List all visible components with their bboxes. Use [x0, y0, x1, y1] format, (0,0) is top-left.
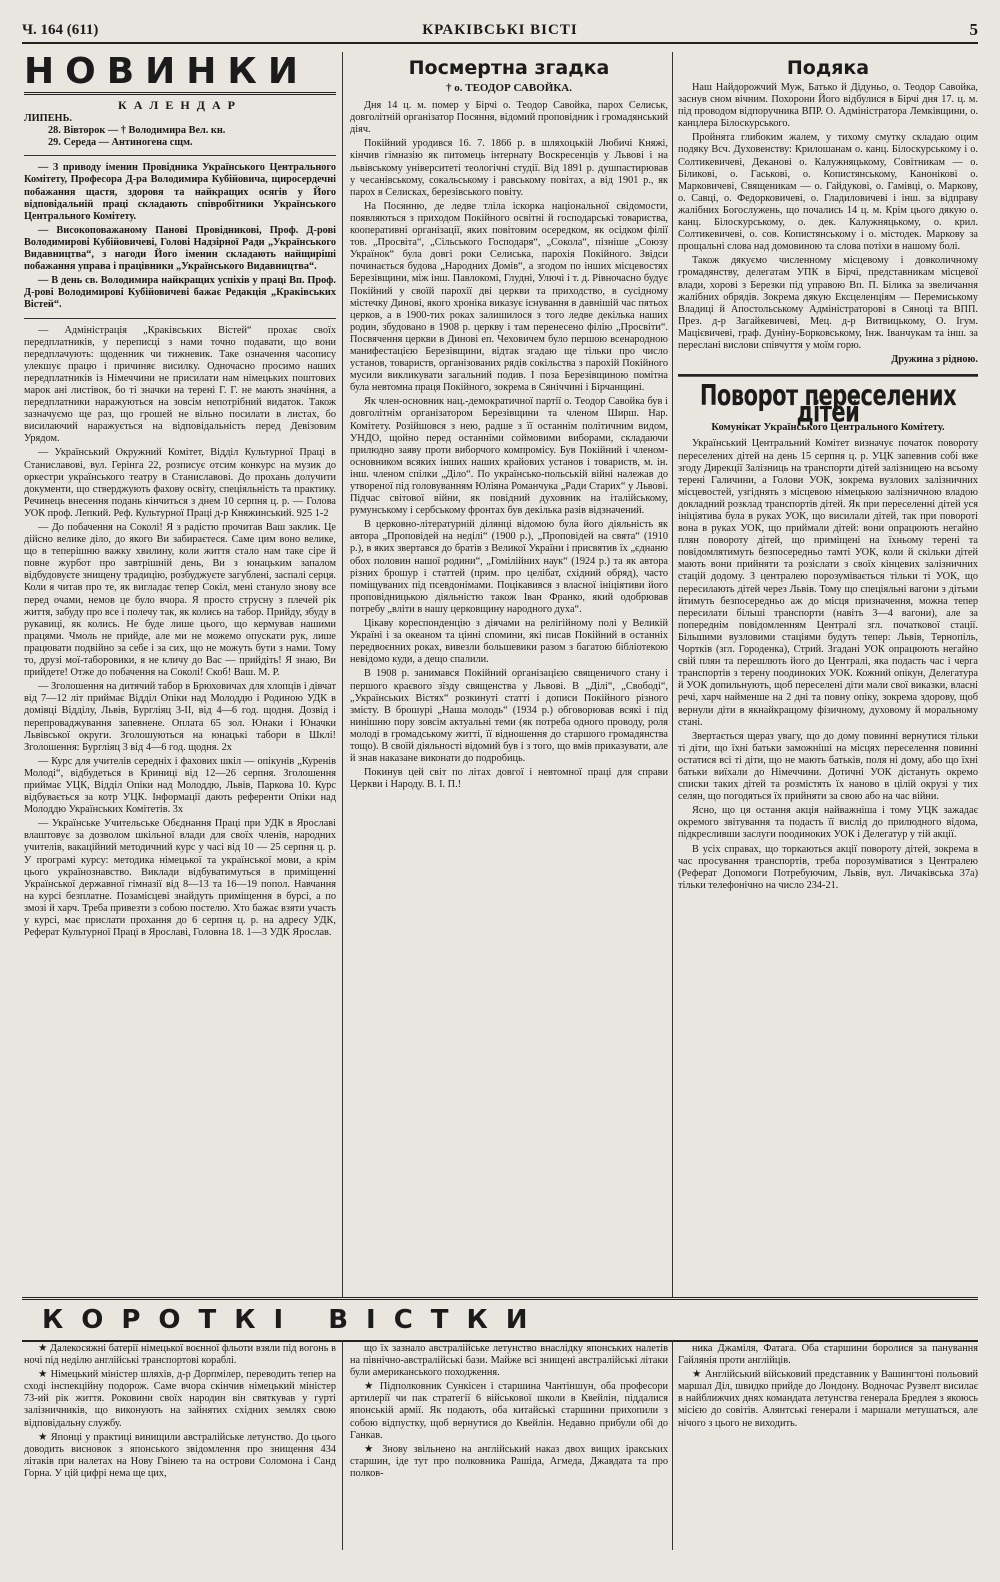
novynky-title: НОВИНКИ	[24, 52, 336, 95]
calendar-month: ЛИПЕНЬ.	[24, 113, 72, 125]
obituary-paragraph: Цікаву кореспонденцію з діячами на релігійному полі у Великій Україні і за океаном та цінні спомини, які писав Покійний в останніх передвоєнних роках, вивезли большевики разом з багатою бібліотекою невідомо куди, а дещо спалили.	[350, 618, 668, 666]
short-news-col-1	[24, 1343, 336, 1553]
obituary-paragraph: Покинув цей світ по літах довгої і невтомної праці для справи Церкви і Народу. В. І. П.!	[350, 767, 668, 791]
newspaper-name: КРАКІВСЬКІ ВІСТІ	[422, 22, 578, 38]
thanks-paragraph: Наш Найдорожчий Муж, Батько й Дідуньо, о. Теодор Савойка, заснув сном вічним. Похорони Його відбулися в Бірчі дня 17. ц. м. під проводом відпоручника ВПР. О. Адміністратора Лемківщини, о. канцлера Білоскурського.	[678, 82, 978, 130]
news-item: — До побачення на Соколі! Я з радістю прочитав Ваш заклик. Це дійсно велике діло, до якого Ви забираєтеся. Саме цим воно велике, що в теперішню важку хвилину, коли життя стало нам таке сіре й повне журбот про завтрішній день, Ви з юнацьким запалом відбудовуєте знищену традицію, розбуджуєте загублені, заспалі серця. Коли я читав про те, як вигладає тепер Сокіл, мені стануло знову все перед очами, немов це було вчора. Я просто струсну з плечей рік життя, забуду про все і полечу так, як колись на табор. Прийду, збуду в рукавиці, як колись. Не буде лише цього, що кермував нашими працями. Чмоль не прийде, але ми не можемо опускати рук, лише працювати подвійно за себе і за сих, що не можуть бути з нами. Тому то, друзі мої-таборовики, я не кличу до Вас — прийдіть! Я знаю, Ви прийдете! Отже до побачення на Соколі! Скоб! Ваш. М. Р.	[24, 522, 336, 679]
return-paragraph: Ясно, що ця остання акція найважніша і тому УЦК зажадає окремого звітування та подасть її вислід до прилюдного відома, підкресливши заслуги поодиноких УОК і Делегатур у тій акції.	[678, 805, 978, 841]
thanks-title: Подяка	[786, 57, 870, 79]
calendar-day: 28. Вівторок — † Володимира Вел. кн.	[48, 125, 226, 137]
calendar-title: КАЛЕНДАР	[118, 98, 242, 112]
obituary-paragraph: В церковно-літературній ділянці відомою була його діяльність як автора „Проповідей на неділі“ (1900 р.), „Проповідей на свята“ (1910 р.), в яких звертався до братів з Великої України і присвятив їх „єднаню обох половин нашої родини“, „Гомілійних наук“ (1924 р.) та як автора різних брошур і статтей (прим. про целібат, східний обряд), часто поміщуваних під псевдонімами. Поцікавився з власної ініціятиви його проповідницькою діяльністю також Іван Франко, який одобрював потребу „вліти в нашу церковщину народного духа“.	[350, 519, 668, 615]
obituary-paragraph: На Посянню, де ледве тліла іскорка національної свідомости, появляються з приходом Покійного освітні й господарські товариства, кооперативні організації, яких повітовим осередком, як осідком філії тов. „Просвіта“, „Сільського Господаря“, „Сокола“, пізніше „Союзу Українок“ була довгі роки Селиська, парохія Покійного. Звідси починається будова „Народних Домів“, а згодом по інших місцевостях Березівщини, між інш. Павлокомі, Глудні, Улючі і т. д. Рівночасно будує Покійний у своїй парохії дві церкви та приходство, в сусідному містечку Динові, якого хроніка виказує існування в давнішій час пятьох церков, а в 1900-тих роках залишилося з того ледве декілька наших родин, збудовано в 1908 р. церкву і там перенесено філію „Просвіти“. Посвячення церкви в Динові еп. Чеховичем було першою всенародною манифестацією Березівщини, відтак згадаю ще тільки про число установ, товариств, організованих рядів сокільства з парохій Покійного мусили викликувати загальний подив. І поза Березівщиною помітна була невтомна праця Покійного, зокрема в Сяніччині і Бірчанщині.	[350, 200, 668, 394]
short-news-title: КОРОТКІ ВІСТКИ	[42, 1305, 546, 1335]
obituary-title: Посмертна згадка	[408, 57, 610, 79]
short-news-item: ★ Далекосяжні батерії німецької воєнної фльоти взяли під вогонь в ночі під неділю англійські транспортові кораблі.	[24, 1343, 336, 1367]
page-header	[22, 20, 978, 44]
short-news-banner	[22, 1297, 978, 1342]
divider	[24, 318, 336, 319]
return-subtitle: Комунікат Українського Центрального Комітету.	[711, 422, 945, 434]
short-news-col-3	[678, 1343, 978, 1553]
news-item: — Курс для учителів середніх і фахових шкіл — опікунів „Куренів Молоді“, відбудеться в Криниці від 12—26 серпня. Зголошення приймає УЦК, Відділ Опіки над Молоддю, Львів, Паркова 10. Курс відбувається за котр УЦК. Інформації дають референти Опіки над Молоддю Українських Комітетів. 3х	[24, 755, 336, 816]
column-rule	[342, 1340, 343, 1550]
short-news-item: ника Джаміля, Фатага. Оба старшини боролися за панування Гайлянія проти англійців.	[678, 1343, 978, 1367]
thanks-paragraph: Пройнята глибоким жалем, у тихому смутку складаю оцим подяку Всч. Духовенству: Крилошанам о. канц. Білоскурському і о. Солтикевичеві, Деканові о. Калужняцькому, Совітникам — о. Біликові, о. Гаськові, о. Копистянському, Канонікові о. Марковичеві, Священикам — о. Гайдукові, о. Гамівці, о. Маркову, о. Савці, о. Федорковичеві, о. Гладиловичеві і інш. за відправу жалібних Богослужень, що почались 14 ц. м. Крім цього дякую о. канц. Білоскурському, о. дек. Калужняцькому, о. крил. Солтикевичеві, о. сов. Копистянському і о. містодек. Маркову за прощальні слова над домовиною та слова потіхи в нашому болі.	[678, 132, 978, 253]
short-news-item: ★ Англійський військовий представник у Вашингтоні польовий маршал Діл, швидко прийде до Лондону. Водночас Рузвелт висилає в найближчих днях командата летунства генерала Бредлея з якоюсь місією до совітів. Алянтські генерали і маршали метушаться, але нічого з цього не виходить.	[678, 1369, 978, 1429]
news-item: — З приводу іменин Провідника Українського Центрального Комітету, Професора Д-ра Володимира Кубійовича, щиросердечні побажання щастя, здоровя та найкращих осягів у Його відповідальній праці складають співробітники Українського Центрального Комітету.	[24, 162, 336, 222]
column-rule	[672, 1340, 673, 1550]
obituary-paragraph: Як член-основник нац.-демократичної партії о. Теодор Савойка був і довголітнім організатором Березівщини та членом Ширш. Нар. Комітету. Розійшовся з нею, радше з її останнім політичним видом, УНДО, щойно перед останніми соймовими виборами, складаючи прилюдно заяву проти виборчого компромісу. Був Покійний і членом-основником всяких інших наших крайових установ і товариств, м. ін. інш. членом спілки „Діло“. По українсько-польській війні належав до утвореної під головуванням Юліяна Романчука „Ради Старих“ у Львові. Підчас світової війни, як повідний духовник на італійському, румунському і сербському фронтах був декілька разів відзначений.	[350, 396, 668, 517]
news-item: — Адміністрація „Краківських Вістей“ прохає своїх передплатників, у переписці з нами точно подавати, що вони передплачують: щоденник чи тижневик. Таке означення часопису улекшує працю і причиняє висилку. Одночасно просимо наших передплатників із Німеччини не присилати нам німецьких поштових марок ані листівок, бо ті значки на терені Г. Г. не мають значіння, а передплатники наражуються на зовсім непотрібний видаток. Також зазначуємо ще раз, що грошей не вільно посилати в листах, бо висилаючий наражується на відповідальність перед Девізовим Урядом.	[24, 324, 336, 445]
calendar-day: 29. Середа — Антиногена сщм.	[48, 137, 193, 149]
thanks-paragraph: Також дякуємо численному місцевому і довколичному громадянству, делегатам УПК в Бірчі, представникам місцевої влади, хорові з Березки під управою Вп. П. Білика за звеличання жалібних обрядів. Зокрема дякую Ексцеленціям — Перемиському Владиці й Апостольському Адміністраторові в Сяноці та ВПП. През. д-р Загайкевичеві, Мец. д-р Витвицькому, О. Ігум. Мацієвичеві, граф. Дуніну-Борковському, Інж. Іванчукам та інш. за переслані вислови співчуття у моїм горю.	[678, 255, 978, 351]
obituary-paragraph: Дня 14 ц. м. помер у Бірчі о. Теодор Савойка, парох Селиськ, довголітній організатор Посяння, відомий проповідник і громадянський діяч.	[350, 100, 668, 136]
short-news-item: що їх зазнало австралійське летунство внаслідку японських налетів на північно-австралійські бази. Майже всі знищені австралійські літаки були американського походження.	[350, 1343, 668, 1379]
return-title: Поворот переселених дітей	[678, 374, 978, 420]
return-paragraph: В усіх справах, що торкаються акції повороту дітей, зокрема в час просування транспортів, треба порозуміватися з Централею (Реферат Допомоги Потребуючим, Львів, вул. Личаківська 37а) тільки телефонічно на число 234-21.	[678, 843, 978, 891]
short-news-item: ★ Підполковник Сункісен і старшина Чантіншун, оба професори артилерії чи пак стратегії 6 військової школи в Квейлін, піддалися японській армії. Як подають, оба китайські старшини прихопили з собою відпустку, щоб вернутися до Квейлін. Недавно прибули обі до Ганкав.	[350, 1381, 668, 1441]
news-item: — Українське Учительське Обєднання Праці при УДК в Ярославі влаштовує за дозволом шкільної влади для своїх членів, народних учителів, вакаційний методичний курс у часі від 10 — 25 серпня ц. р. У програмі курсу: методика німецької та української мови, а крім цього українознавство. Виклади відбуватимуться в приміщенні Української державної гімназії від 8—13 та 16—19 попол. Навчання на курсі безплатне. Позамісцеві знайдуть приміщення в бурсі, а по змозі й харч. Треба привезти з собою постелю. Хто бажає взяти участь у курсі, має прислати прохання до 6 серпня ц. р. на адресу УДК, Реферат Культурної Праці в Ярославі, Головна 18. 1—3 УДК Ярослав.	[24, 818, 336, 939]
calendar	[24, 113, 336, 149]
short-news-item: ★ Знову звільнено на англійський наказ двох вищих іракських старшин, іде тут про полковника Рашіда, Агмеда, Джавдата та про полков-	[350, 1443, 668, 1479]
short-news-item: ★ Японці у практиці винищили австралійське летунство. До цього доводить висновок з японського звідомлення про знищення 434 літаків при налетах на Нову Гвінею та на острови Соломона і Санд Горна. У цій цифрі нема ще цих,	[24, 1431, 336, 1479]
news-item: — Український Окружний Комітет, Відділ Культурної Праці в Станиславові, вул. Герінга 22, розписує отсим конкурс на музик до оркестри українського театру в Станиславові. До прохань долучити документи, що стверджують фахову освіту, спеціяльність та практику. Речинець внесення подань кінчиться з днем 10 серпня ц. р. — Голова УОК проф. Лепкий. Реф. Культурної Праці д-р Княжинський. 925 1-2	[24, 447, 336, 519]
thanks-signature: Дружина з рідною.	[891, 354, 978, 366]
short-news-col-2	[350, 1343, 668, 1553]
short-news-item: ★ Німецький міністер шляхів, д-р Дорпмілер, переводить тепер на сході інспекційну подорож. Саме вчора скінчив німецький міністер 73-ий рік життя. Роковини своїх народин він святкував у гурті залізничників, що виконують на зайнятих східних землях свою відповідальну службу.	[24, 1369, 336, 1429]
news-item: — Високоповажаному Панові Провідникові, Проф. Д-рові Володимирові Кубійовичеві, Голові Надзірної Ради „Українського Видавництва“, з нагоди Його іменин складають найщиріші побажання управа і працівники „Українського Видавництва“.	[24, 224, 336, 273]
column-rule	[672, 52, 673, 1297]
news-item: — В день св. Володимира найкращих успіхів у праці Вп. Проф. Д-рові Володимирові Кубійовичеві бажає Редакція „Краківських Вістей“.	[24, 275, 336, 311]
column-rule	[342, 52, 343, 1297]
news-item: — Зголошення на дитячий табор в Брюховичах для хлопців і дівчат від 7—12 літ приймає Відділ Опіки над Молоддю і Родиною УДК в домівці Відділу, Львів, Бургліяц 3-II, від 4—6 год. щодня. Дозвід і перепроваджування запевнене. Оплата 65 зол. Юнаки і Юначки Львівської округи. Зголошуються на юнацькі табори в Шклі! Зголошення: Бургліяц 3 від 4—6 год. щодня. 2х	[24, 681, 336, 753]
return-paragraph: Український Центральний Комітет визначує початок повороту переселених дітей на день 15 серпня ц. р. УЦК запевнив собі вже згоду Дирекції Залізниць на транспорти дітей залізницею на всьому терені Галичини, а Голови УОК, зокрема вузлових залізничних місцевостей, узгіднять з місцевою німецькою залізничною владою докладний розклад транспортів дітей. Як при переселенні дітей уся ініціятива була в руках УОК, що висилали дітей, так при повороті вона в руках УОК, що приймали дітей: вони опрацюють негайно плян повороту дітей, що приміщені на їхньому терені та повідомлятимуть безпосередньо тамті УОК, коли й скільки дітей мають вони прийняти та розіслати з своїх кінцевих залізничних стацій додому. З централею порозумівається тільки ті УОК, що пересилають дітей через Львів. Тому що спеціяльні вагони з дітьми йтимуть безпосередньо аж до місця призначення, можна тепер пересилати більші транспорти (навіть 3—4 вагони), але за попереднім повідомленням Централі згл. початкової стації. Більшими вузловими стаціями будуть тепер: Львів, Тернопіль, Чортків (згл. Городенка), Стрий. Згадані УОК опрацюють негайно свій плян та перешлють його до Централі, яка подасть час і черга транспортів з терену поодиноких УОК. Кожний опікун, Делегатура й УОК допильнують, щоб переселені діти мали свої виказки, власні речі, харч найменше на 2 дні та повну опіку, зокрема здорову, щоб вернули діти в якнайкращому фізичному, духовому й моральному стані.	[678, 438, 978, 728]
issue-number: Ч. 164 (611)	[22, 22, 99, 38]
page-number: 5	[969, 20, 978, 39]
return-paragraph: Звертається щераз увагу, що до дому повинні вернутися тільки ті діти, що їхні батьки заможніші на місцях переселення повинні остатися всі ті діти, що не мають батьків, поля ні дому, або що їхні батьки виїхали до Німеччини. Дотичні УОК дістануть окремо списки таких дітей та розмістять їх наново в цілій окрузі у тих селян, що погодяться їх прийняти за свою або на час війни.	[678, 730, 978, 803]
divider	[24, 155, 336, 156]
obituary-subtitle: † о. ТЕОДОР САВОЙКА.	[446, 82, 572, 94]
obituary-paragraph: Покійний уродився 16. 7. 1866 р. в шляхоцькій Любичі Княжі, кінчив гімназію як питомець інтернату Воскресенців у Львові і на львівському університеті теологічні студії. Від 1891 р. душпастирював у чесанівському, сокальському і равському повітах, а від 1901 р., як парох в Селисках, березівського повіту.	[350, 138, 668, 198]
obituary-paragraph: В 1908 р. занимався Покійний організацією священичого стану і першого краєвого зїзду священства у Львові. В „Ділі“, „Свободі“, „Українських Вістях“ розкинуті статті і дописи Покійного різного змісту. В брошурі „Наша молодь“ (1934 р.) обговорював всякі і під нинішню пору зовсім актуальні теми (як потреба одного проводу, роля молоді в громадському житті, її відношення до старшого громадянства тощо). В своїй діяльності відомий був і з того, що вмів приказувати, але й знав наказане виконати до подробиць.	[350, 668, 668, 765]
